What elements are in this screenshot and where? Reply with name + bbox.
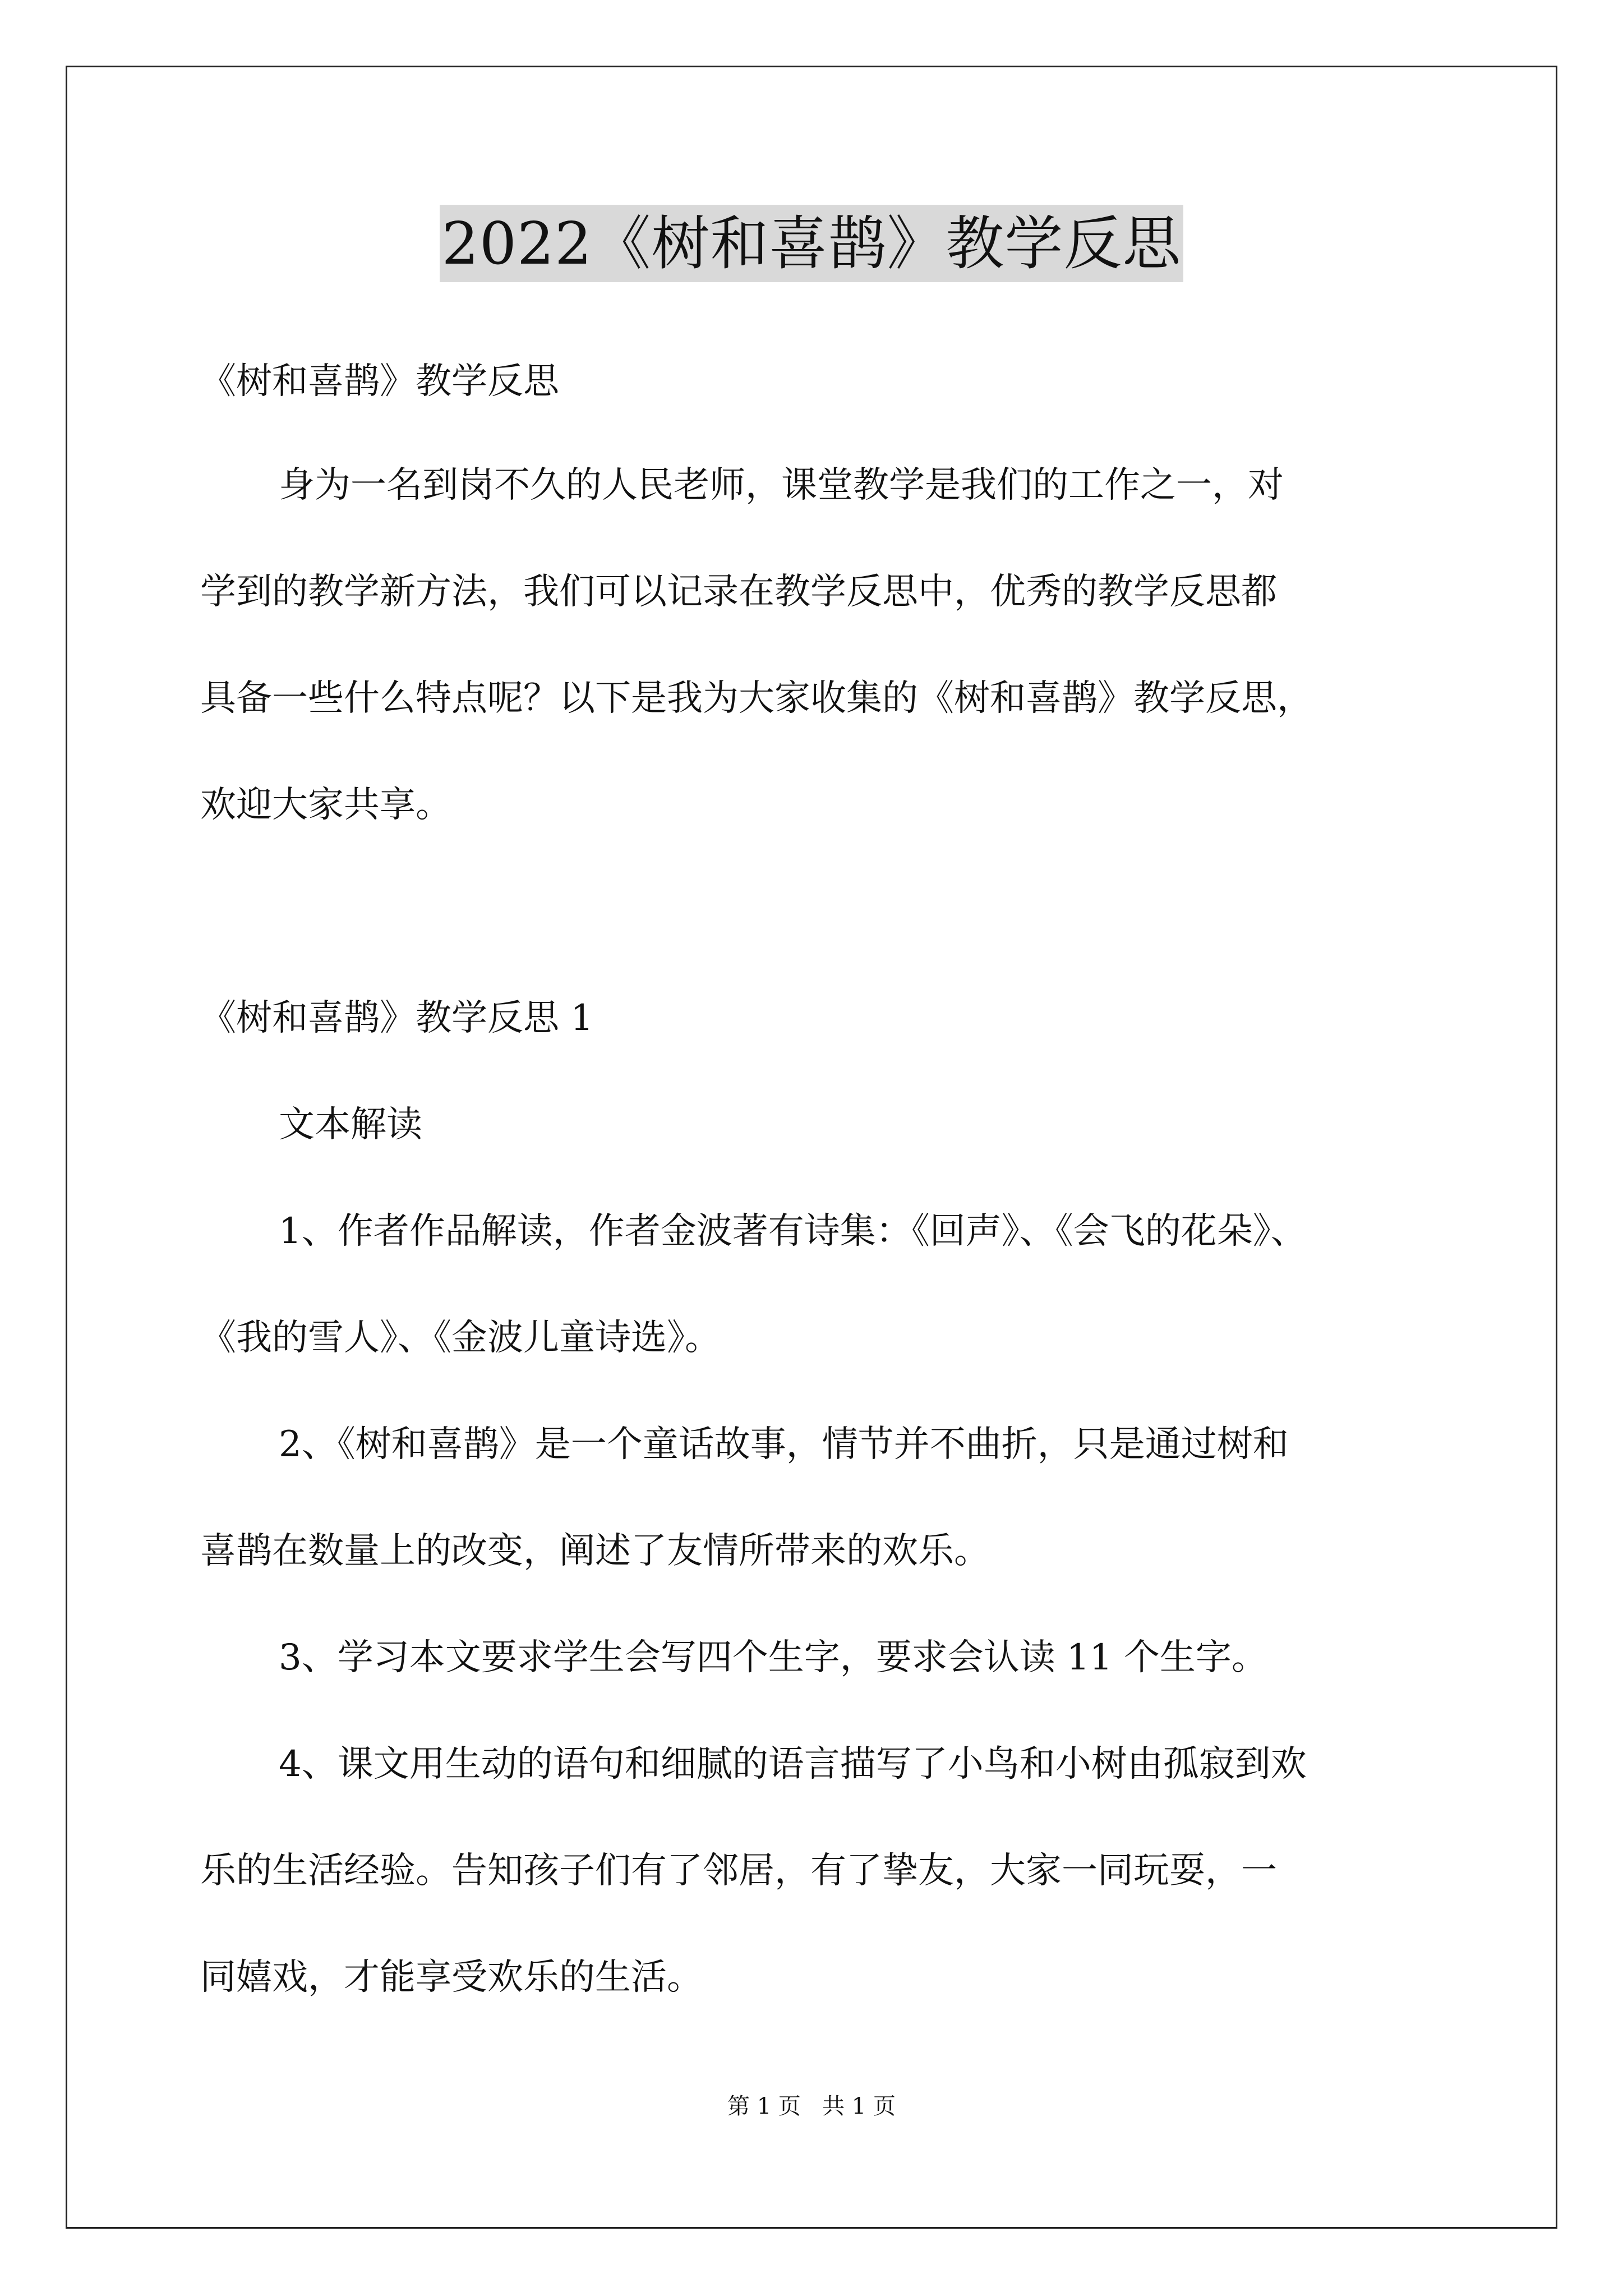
intro-line: 具备一些什么特点呢？以下是我为大家收集的《树和喜鹊》教学反思，: [200, 678, 1313, 719]
body-line: 4、课文用生动的语句和细腻的语言描写了小鸟和小树由孤寂到欢: [279, 1743, 1307, 1785]
body-line: 喜鹊在数量上的改变，阐述了友情所带来的欢乐。: [200, 1530, 990, 1572]
body-line: 1、作者作品解读，作者金波著有诗集：《回声》、《会飞的花朵》、: [279, 1211, 1307, 1252]
intro-line: 学到的教学新方法，我们可以记录在教学反思中，优秀的教学反思都: [200, 571, 1277, 613]
title-container: [0, 205, 1623, 282]
document-title: 2022《树和喜鹊》教学反思: [440, 205, 1184, 282]
subtitle: 《树和喜鹊》教学反思: [200, 361, 559, 402]
intro-line: 身为一名到岗不久的人民老师，课堂教学是我们的工作之一，对: [279, 464, 1284, 506]
section-heading: 《树和喜鹊》教学反思 1: [200, 997, 594, 1039]
body-line: 乐的生活经验。告知孩子们有了邻居，有了挚友，大家一同玩耍，一: [200, 1850, 1277, 1892]
page-footer: 第 1 页 共 1 页: [727, 2093, 896, 2119]
body-line: 《我的雪人》、《金波儿童诗选》。: [200, 1317, 721, 1359]
subheading: 文本解读: [279, 1104, 422, 1145]
body-line: 2、《树和喜鹊》是一个童话故事，情节并不曲折，只是通过树和: [279, 1424, 1289, 1465]
intro-line: 欢迎大家共享。: [200, 784, 451, 826]
body-line: 同嬉戏，才能享受欢乐的生活。: [200, 1957, 703, 1998]
body-line: 3、学习本文要求学生会写四个生字，要求会认读 11 个生字。: [279, 1637, 1267, 1678]
